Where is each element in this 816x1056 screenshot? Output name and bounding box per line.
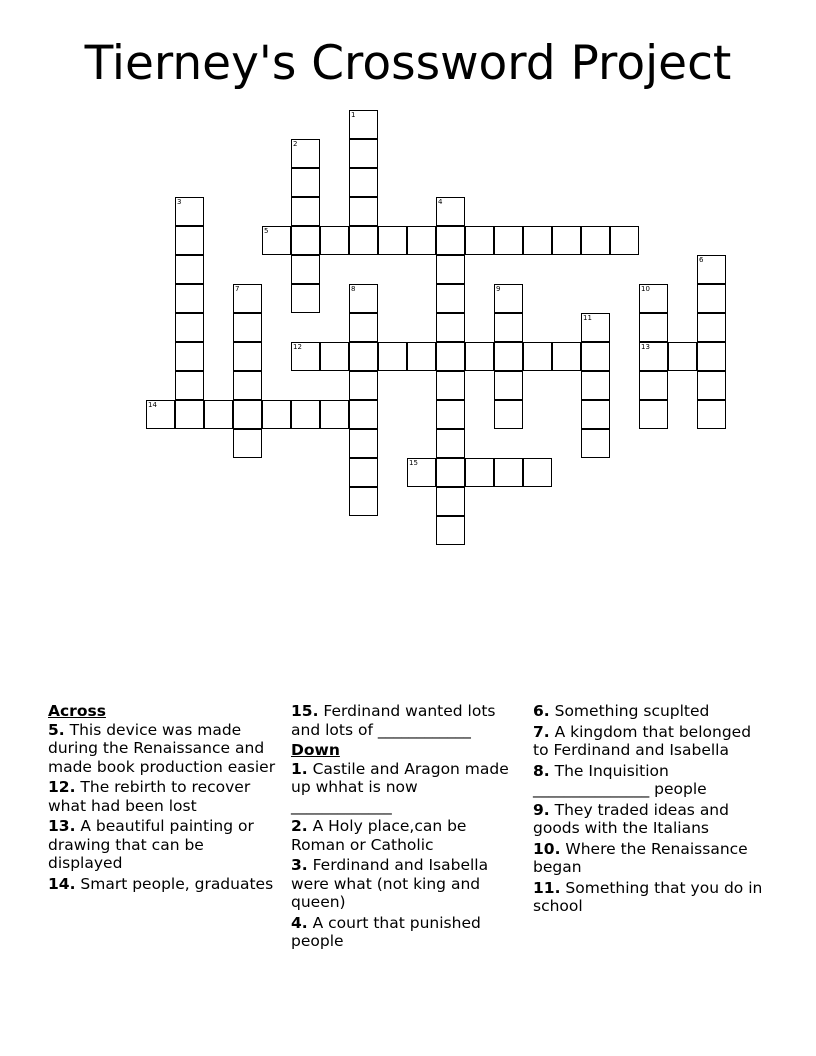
clue-number: 1 bbox=[351, 111, 356, 119]
grid-cell[interactable] bbox=[639, 342, 668, 371]
clue-item bbox=[533, 879, 769, 916]
clue-item-number: 5. bbox=[48, 720, 65, 739]
grid-cell[interactable] bbox=[581, 400, 610, 429]
grid-cell[interactable] bbox=[349, 371, 378, 400]
clue-item bbox=[533, 762, 769, 799]
clue-number: 11 bbox=[583, 314, 592, 322]
clue-item-text: Ferdinand and Isabella were what (not king and queen) bbox=[291, 856, 489, 911]
clue-number: 10 bbox=[641, 285, 650, 293]
clue-item-number: 3. bbox=[291, 856, 308, 874]
clue-number: 7 bbox=[235, 285, 240, 293]
grid-cell[interactable] bbox=[639, 371, 668, 400]
down-clue-list bbox=[291, 760, 523, 951]
clue-item-number: 9. bbox=[533, 800, 550, 819]
grid-cell[interactable] bbox=[494, 342, 523, 371]
clue-item-number: 13. bbox=[48, 817, 76, 835]
grid-cell[interactable] bbox=[697, 284, 726, 313]
grid-cell[interactable] bbox=[233, 313, 262, 342]
clue-item-number: 12. bbox=[48, 778, 76, 796]
grid-cell[interactable] bbox=[436, 487, 465, 516]
clue-item-number: 15. bbox=[291, 702, 319, 720]
clue-item bbox=[291, 817, 523, 854]
page-title: Tierney's Crossword Project bbox=[84, 36, 732, 91]
clue-item bbox=[48, 875, 280, 894]
grid-cell[interactable] bbox=[175, 400, 204, 429]
grid-cell[interactable] bbox=[610, 226, 639, 255]
grid-cell[interactable] bbox=[349, 110, 378, 139]
grid-cell[interactable] bbox=[349, 429, 378, 458]
clue-item-number: 14. bbox=[48, 874, 76, 893]
clue-item-text: A court that punished people bbox=[291, 913, 481, 950]
grid-cell[interactable] bbox=[349, 487, 378, 516]
grid-cell[interactable] bbox=[320, 226, 349, 255]
clue-item-number: 7. bbox=[533, 722, 550, 741]
grid-cell[interactable] bbox=[668, 342, 697, 371]
clue-item bbox=[48, 721, 280, 777]
grid-cell[interactable] bbox=[349, 168, 378, 197]
clue-item bbox=[291, 702, 523, 739]
down-heading: Down bbox=[291, 741, 340, 759]
grid-cell[interactable] bbox=[291, 342, 320, 371]
grid-cell[interactable] bbox=[349, 226, 378, 255]
grid-cell[interactable] bbox=[320, 400, 349, 429]
grid-cell[interactable] bbox=[291, 226, 320, 255]
grid-cell[interactable] bbox=[175, 342, 204, 371]
clue-number: 12 bbox=[293, 343, 302, 351]
clue-item-text: A Holy place,can be Roman or Catholic bbox=[291, 817, 467, 854]
grid-cell[interactable] bbox=[407, 458, 436, 487]
grid-cell[interactable] bbox=[581, 342, 610, 371]
grid-cell[interactable] bbox=[523, 342, 552, 371]
grid-cell[interactable] bbox=[291, 255, 320, 284]
clue-item-number: 11. bbox=[533, 878, 561, 897]
grid-cell[interactable] bbox=[581, 313, 610, 342]
grid-cell[interactable] bbox=[436, 429, 465, 458]
grid-cell[interactable] bbox=[436, 255, 465, 284]
clue-item bbox=[48, 817, 280, 873]
grid-cell[interactable] bbox=[494, 284, 523, 313]
grid-cell[interactable] bbox=[175, 197, 204, 226]
clues-column-1 bbox=[48, 702, 280, 895]
clue-item-text: A kingdom that belonged to Ferdinand and Isabella bbox=[533, 722, 752, 759]
grid-cell[interactable] bbox=[465, 226, 494, 255]
clue-item-number: 6. bbox=[533, 702, 550, 720]
grid-cell[interactable] bbox=[291, 284, 320, 313]
grid-cell[interactable] bbox=[175, 226, 204, 255]
clue-number: 6 bbox=[699, 256, 704, 264]
grid-cell[interactable] bbox=[175, 313, 204, 342]
grid-cell[interactable] bbox=[291, 197, 320, 226]
grid-cell[interactable] bbox=[349, 313, 378, 342]
clue-item bbox=[533, 801, 769, 838]
clue-item-number: 2. bbox=[291, 817, 308, 835]
grid-cell[interactable] bbox=[552, 342, 581, 371]
clue-item bbox=[48, 778, 280, 815]
grid-cell[interactable] bbox=[233, 371, 262, 400]
across-heading: Across bbox=[48, 702, 106, 720]
grid-cell[interactable] bbox=[523, 458, 552, 487]
clue-number: 4 bbox=[438, 198, 443, 206]
clue-item bbox=[291, 856, 523, 912]
grid-cell[interactable] bbox=[494, 371, 523, 400]
grid-cell[interactable] bbox=[436, 371, 465, 400]
clue-item-number: 1. bbox=[291, 759, 308, 778]
grid-cell[interactable] bbox=[436, 342, 465, 371]
grid-cell[interactable] bbox=[639, 400, 668, 429]
clue-item bbox=[533, 702, 769, 721]
clue-number: 9 bbox=[496, 285, 501, 293]
grid-cell[interactable] bbox=[465, 458, 494, 487]
clue-item bbox=[291, 914, 523, 951]
grid-cell[interactable] bbox=[697, 342, 726, 371]
clue-item-number: 10. bbox=[533, 839, 561, 858]
clue-item-text: Smart people, graduates bbox=[75, 874, 274, 893]
grid-cell[interactable] bbox=[291, 400, 320, 429]
clue-item-text: Something scuplted bbox=[549, 702, 710, 720]
clue-item-text: They traded ideas and goods with the Italians bbox=[533, 800, 729, 837]
grid-cell[interactable] bbox=[378, 226, 407, 255]
grid-cell[interactable] bbox=[349, 400, 378, 429]
grid-cell[interactable] bbox=[581, 371, 610, 400]
grid-cell[interactable] bbox=[436, 284, 465, 313]
grid-cell[interactable] bbox=[465, 342, 494, 371]
clue-item-text: Where the Renaissance began bbox=[533, 839, 748, 876]
grid-cell[interactable] bbox=[697, 400, 726, 429]
grid-cell[interactable] bbox=[175, 255, 204, 284]
grid-cell[interactable] bbox=[291, 168, 320, 197]
grid-cell[interactable] bbox=[262, 226, 291, 255]
grid-cell[interactable] bbox=[581, 429, 610, 458]
grid-cell[interactable] bbox=[494, 313, 523, 342]
clue-number: 15 bbox=[409, 459, 418, 467]
clue-item-number: 8. bbox=[533, 761, 550, 780]
clue-number: 2 bbox=[293, 140, 298, 148]
clues-column-2 bbox=[291, 702, 523, 953]
across-clue-list-continued bbox=[291, 702, 523, 739]
grid-cell[interactable] bbox=[262, 400, 291, 429]
grid-cell[interactable] bbox=[436, 458, 465, 487]
clue-item-text: Castile and Aragon made up whhat is now _____________ bbox=[291, 759, 509, 815]
grid-cell[interactable] bbox=[233, 284, 262, 313]
clue-item-text: The Inquisition _______________ people bbox=[533, 761, 707, 798]
grid-cell[interactable] bbox=[436, 226, 465, 255]
grid-cell[interactable] bbox=[349, 139, 378, 168]
grid-cell[interactable] bbox=[407, 226, 436, 255]
grid-cell[interactable] bbox=[494, 400, 523, 429]
grid-cell[interactable] bbox=[146, 400, 175, 429]
grid-cell[interactable] bbox=[320, 342, 349, 371]
grid-cell[interactable] bbox=[552, 226, 581, 255]
grid-cell[interactable] bbox=[581, 226, 610, 255]
grid-cell[interactable] bbox=[436, 516, 465, 545]
grid-cell[interactable] bbox=[349, 342, 378, 371]
grid-cell[interactable] bbox=[175, 284, 204, 313]
grid-cell[interactable] bbox=[523, 226, 552, 255]
grid-cell[interactable] bbox=[349, 458, 378, 487]
grid-cell[interactable] bbox=[291, 139, 320, 168]
clue-item-number: 4. bbox=[291, 913, 308, 932]
clue-item-text: This device was made during the Renaissance and made book production easier bbox=[48, 720, 276, 776]
grid-cell[interactable] bbox=[494, 226, 523, 255]
clue-item bbox=[291, 760, 523, 816]
clue-number: 5 bbox=[264, 227, 269, 235]
clue-item bbox=[533, 840, 769, 877]
clue-item-text: The rebirth to recover what had been lost bbox=[48, 778, 251, 815]
grid-cell[interactable] bbox=[639, 284, 668, 313]
across-clue-list bbox=[48, 721, 280, 894]
clues-column-3 bbox=[533, 702, 769, 918]
clue-number: 14 bbox=[148, 401, 157, 409]
grid-cell[interactable] bbox=[204, 400, 233, 429]
grid-cell[interactable] bbox=[697, 255, 726, 284]
clue-number: 3 bbox=[177, 198, 182, 206]
grid-cell[interactable] bbox=[436, 313, 465, 342]
grid-cell[interactable] bbox=[233, 400, 262, 429]
grid-cell[interactable] bbox=[349, 284, 378, 313]
clue-item-text: A beautiful painting or drawing that can be displayed bbox=[48, 817, 254, 872]
grid-cell[interactable] bbox=[378, 342, 407, 371]
grid-cell[interactable] bbox=[349, 197, 378, 226]
grid-cell[interactable] bbox=[494, 458, 523, 487]
grid-cell[interactable] bbox=[436, 197, 465, 226]
grid-cell[interactable] bbox=[407, 342, 436, 371]
clue-item-text: Something that you do in school bbox=[533, 878, 763, 915]
clue-number: 13 bbox=[641, 343, 650, 351]
down-clue-list-continued bbox=[533, 702, 769, 916]
clue-item bbox=[533, 723, 769, 760]
clue-item-text: Ferdinand wanted lots and lots of ____________ bbox=[291, 702, 496, 739]
grid-cell[interactable] bbox=[233, 342, 262, 371]
grid-cell[interactable] bbox=[639, 313, 668, 342]
clue-number: 8 bbox=[351, 285, 356, 293]
grid-cell[interactable] bbox=[175, 371, 204, 400]
grid-cell[interactable] bbox=[697, 313, 726, 342]
grid-cell[interactable] bbox=[233, 429, 262, 458]
grid-cell[interactable] bbox=[697, 371, 726, 400]
grid-cell[interactable] bbox=[436, 400, 465, 429]
